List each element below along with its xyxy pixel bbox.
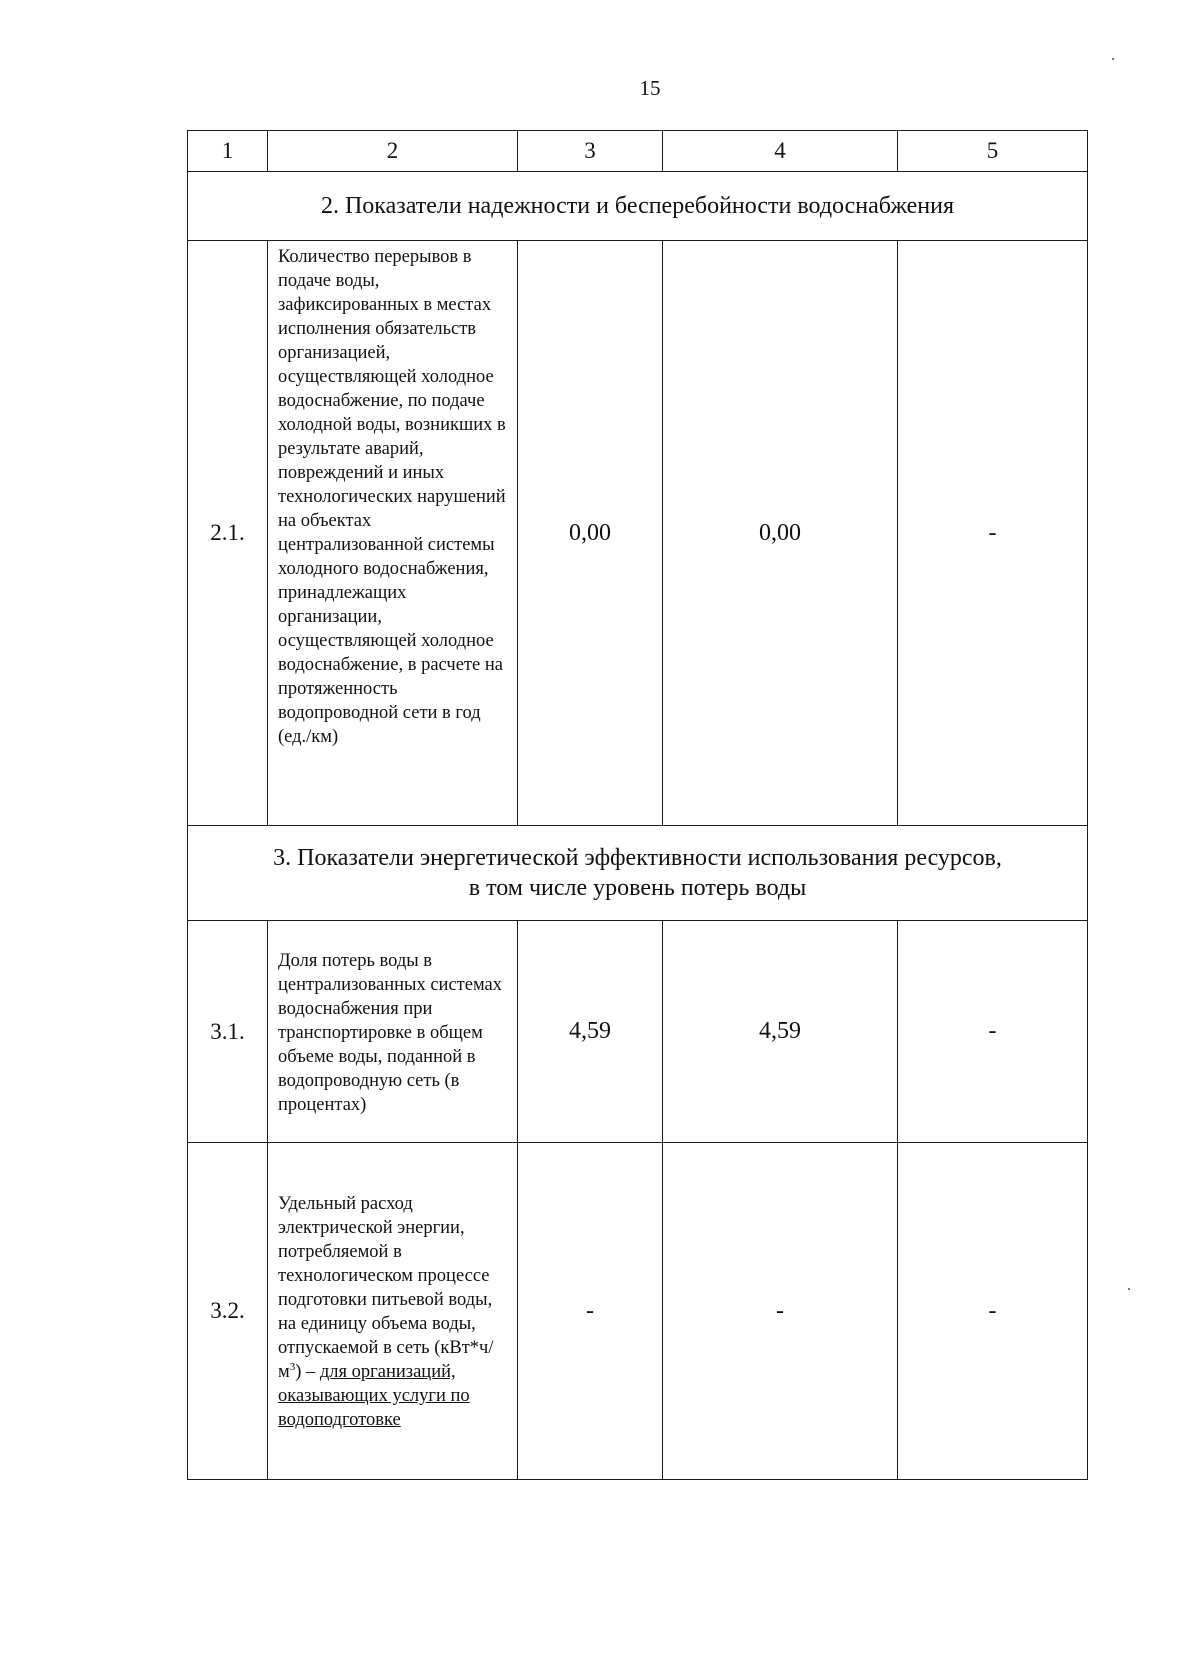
column-number-3: 3 bbox=[518, 131, 663, 172]
row-number: 3.1. bbox=[188, 921, 268, 1143]
row-value-col4: - bbox=[663, 1143, 898, 1480]
column-number-row bbox=[188, 131, 1088, 172]
row-description-dash: ) – bbox=[295, 1362, 320, 1382]
section-2-title: 2. Показатели надежности и бесперебойности водоснабжения bbox=[188, 172, 1088, 241]
row-value-col5: - bbox=[898, 921, 1088, 1143]
table-row bbox=[188, 921, 1088, 1143]
row-description-underlined: для организаций, оказывающих услуги по водоподготовке bbox=[278, 1362, 470, 1430]
section-heading-row bbox=[188, 826, 1088, 921]
row-value-col4: 0,00 bbox=[663, 241, 898, 826]
scan-speck bbox=[1112, 58, 1114, 60]
scan-speck bbox=[1128, 1288, 1130, 1290]
row-value-col3: 4,59 bbox=[518, 921, 663, 1143]
row-description-text: Удельный расход электрической энергии, потребляемой в технологическом процессе подготовки питьевой воды, на единицу объема воды, отпускаемой в сеть (кВт*ч/м bbox=[278, 1194, 494, 1382]
row-number: 3.2. bbox=[188, 1143, 268, 1480]
row-description bbox=[268, 1143, 518, 1480]
column-number-2: 2 bbox=[268, 131, 518, 172]
section-3-title-line2: в том числе уровень потерь воды bbox=[468, 875, 807, 901]
row-value-col5: - bbox=[898, 241, 1088, 826]
column-number-5: 5 bbox=[898, 131, 1088, 172]
row-value-col3: 0,00 bbox=[518, 241, 663, 826]
table-row bbox=[188, 241, 1088, 826]
row-description: Количество перерывов в подаче воды, зафиксированных в местах исполнения обязательств организацией, осуществляющей холодное водоснабжение, по подаче холодной воды, возникших в результате аварий, повреждений и иных технологических нарушений на объектах централизованной системы холодного водоснабжения, принадлежащих организации, осуществляющей холодное водоснабжение, в расчете на протяженность водопроводной сети в год (ед./км) bbox=[268, 241, 518, 826]
column-number-1: 1 bbox=[188, 131, 268, 172]
indicators-table bbox=[187, 130, 1088, 1480]
section-heading-row bbox=[188, 172, 1088, 241]
column-number-4: 4 bbox=[663, 131, 898, 172]
row-value-col5: - bbox=[898, 1143, 1088, 1480]
table-row bbox=[188, 1143, 1088, 1480]
row-value-col4: 4,59 bbox=[663, 921, 898, 1143]
row-value-col3: - bbox=[518, 1143, 663, 1480]
section-3-title-line1: 3. Показатели энергетической эффективности использования ресурсов, bbox=[273, 845, 1002, 871]
section-3-title bbox=[188, 826, 1088, 921]
row-number: 2.1. bbox=[188, 241, 268, 826]
row-description: Доля потерь воды в централизованных системах водоснабжения при транспортировке в общем объеме воды, поданной в водопроводную сеть (в процентах) bbox=[268, 921, 518, 1143]
row-description-superscript: 3 bbox=[289, 1360, 296, 1373]
page-number: 15 bbox=[639, 76, 661, 100]
